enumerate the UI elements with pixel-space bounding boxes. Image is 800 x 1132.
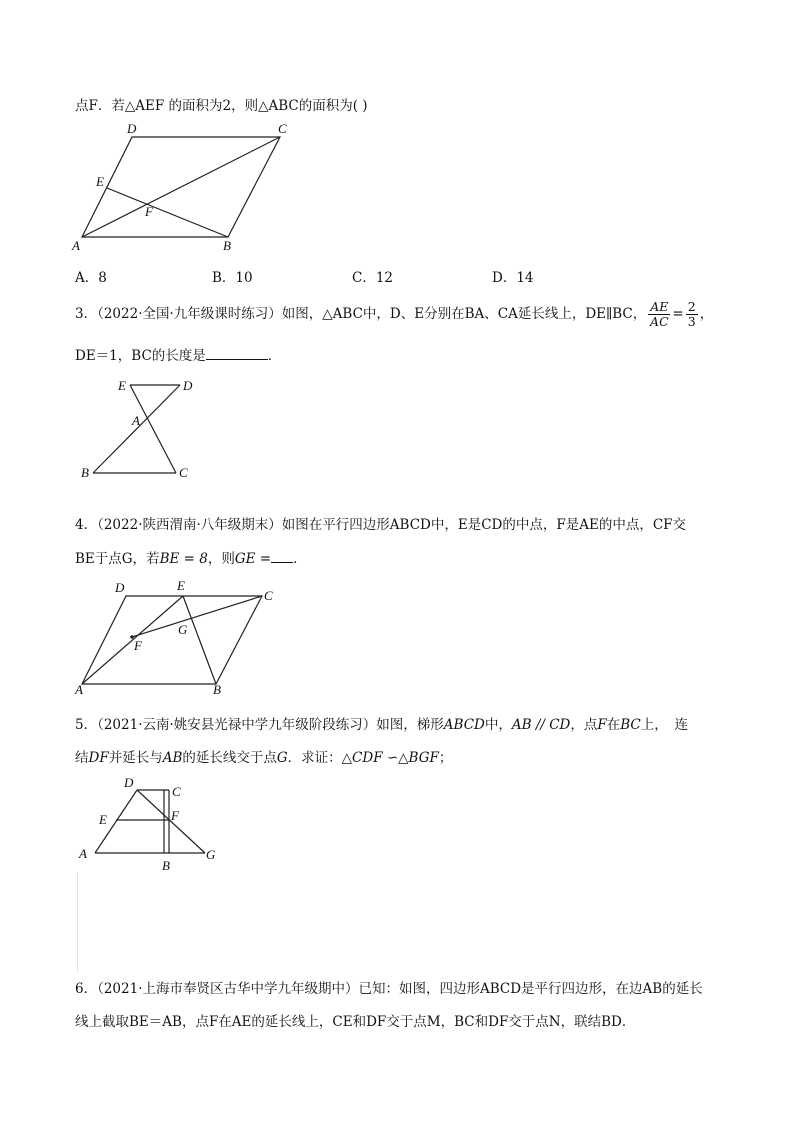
q2-label-A: A xyxy=(72,238,80,253)
q3-line2-prefix: DE＝1，BC的长度是 xyxy=(75,348,206,364)
scan-artifact-line xyxy=(77,872,78,972)
q4-line2-prefix: BE于点G，若 xyxy=(75,551,160,567)
q5-l2-df: DF xyxy=(88,750,109,766)
q5-l1-b: 中， xyxy=(484,717,512,733)
q6-stem-line2: 线上截取BE＝AB，点F在AE的延长线上，CE和DF交于点M，BC和DF交于点N，联结BD． xyxy=(75,1014,636,1030)
q2-option-a[interactable]: A．8 xyxy=(75,270,107,286)
q4-segment-fc xyxy=(132,596,262,637)
q4-ask-ge: GE = xyxy=(234,551,272,567)
q3-stem-line1 xyxy=(75,300,713,329)
q2-option-c[interactable]: C．12 xyxy=(352,270,394,286)
q3-fraction-ae-ac xyxy=(648,300,670,329)
q3-stem-line2 xyxy=(75,347,281,365)
q4-label-E: E xyxy=(177,578,185,593)
q5-l2-i: ； xyxy=(438,750,453,766)
q4-segment-ae xyxy=(82,596,183,684)
q5-l1-bc: BC xyxy=(620,717,641,733)
q5-stem-line2 xyxy=(75,749,452,767)
q4-label-A: A xyxy=(75,682,83,697)
q2-label-C: C xyxy=(278,121,287,136)
q3-equals: = xyxy=(672,306,684,322)
q3-text-prefix: 3．（2022·全国·九年级课时练习）如图，△ABC中，D、E分别在BA、CA延长线上，DE∥BC， xyxy=(75,306,647,322)
q2-parallelogram-figure xyxy=(70,120,310,255)
q3-label-C: C xyxy=(179,465,188,480)
q2-option-d[interactable]: D．14 xyxy=(492,270,534,286)
q5-l2-g: G xyxy=(276,750,288,766)
q5-l1-parallel: AB // CD xyxy=(511,717,571,733)
q3-frac2-numerator: 2 xyxy=(687,299,696,314)
q5-label-G: G xyxy=(206,847,216,862)
q4-given-be: BE = 8 xyxy=(159,551,208,567)
q3-line2-suffix: ． xyxy=(267,348,282,364)
q5-label-E: E xyxy=(99,812,107,827)
q2-stem-line: 点F．若△AEF 的面积为2，则△ABC的面积为( ) xyxy=(75,98,368,114)
q2-option-b[interactable]: B．10 xyxy=(212,270,253,286)
q4-label-C: C xyxy=(264,588,273,603)
q5-label-D: D xyxy=(124,775,134,790)
q5-l2-prove: ．求证： xyxy=(287,750,342,766)
q4-label-G: G xyxy=(178,622,188,637)
q5-label-A: A xyxy=(79,846,87,861)
q3-label-D: D xyxy=(183,378,193,393)
q5-l1-a: 5．（2021·云南·姚安县光禄中学九年级阶段练习）如图，梯形 xyxy=(75,717,444,733)
q3-label-B: B xyxy=(81,465,89,480)
q5-label-F: F xyxy=(171,808,179,823)
q3-label-A: A xyxy=(132,413,140,428)
q4-parallelogram-abcd xyxy=(82,596,262,684)
q5-label-B: B xyxy=(162,858,170,873)
q3-frac2-denominator: 3 xyxy=(687,314,696,329)
q5-trapezoid-figure xyxy=(75,774,235,874)
q5-l1-f: F xyxy=(597,717,607,733)
q6-stem-line1: 6．（2021·上海市奉贤区古华中学九年级期中）已知：如图，四边形ABCD是平行四边形，在边AB的延长 xyxy=(75,981,703,997)
q2-label-E: E xyxy=(96,174,104,189)
q5-l1-abcd: ABCD xyxy=(443,717,485,733)
q3-label-E: E xyxy=(118,378,126,393)
q2-label-D: D xyxy=(127,121,137,136)
q4-segment-eb xyxy=(183,596,216,684)
q4-stem-line1: 4．（2022·陕西渭南·八年级期末）如图在平行四边形ABCD中，E是CD的中点，F是AE的中点，CF交 xyxy=(75,517,687,533)
q2-label-F: F xyxy=(145,204,153,219)
q4-label-D: D xyxy=(115,580,125,595)
q5-stem-line1 xyxy=(75,716,688,734)
q2-segment-eb xyxy=(107,188,228,237)
q5-l1-g: 在 xyxy=(606,717,621,733)
q5-l2-similar: △CDF ∽△BGF xyxy=(341,750,439,766)
q2-diagonal-ac xyxy=(82,137,280,237)
q3-answer-blank[interactable] xyxy=(206,359,268,360)
q5-label-C: C xyxy=(172,784,181,799)
q4-line2-mid: ，则 xyxy=(207,551,235,567)
q5-l2-e: 的延长线交于点 xyxy=(182,750,277,766)
q3-text-suffix: ， xyxy=(699,306,714,322)
q4-parallelogram-figure xyxy=(70,574,290,696)
q2-label-B: B xyxy=(223,238,231,253)
q5-l1-d: ，点 xyxy=(570,717,598,733)
q4-label-B: B xyxy=(213,682,221,697)
q5-l2-a: 结 xyxy=(75,750,89,766)
q3-frac-numerator: AE xyxy=(650,299,669,314)
q4-line2-suffix: ． xyxy=(293,551,307,567)
q4-label-F: F xyxy=(134,638,142,653)
q5-l2-ab: AB xyxy=(162,750,183,766)
q5-l1-h: 上， 连 xyxy=(640,717,689,733)
q3-frac-denominator: AC xyxy=(650,314,669,329)
q4-answer-blank[interactable] xyxy=(271,562,293,563)
q4-stem-line2 xyxy=(75,550,307,568)
q5-l2-c: 并延长与 xyxy=(108,750,163,766)
q3-triangle-figure xyxy=(75,376,215,486)
q3-fraction-2-3 xyxy=(686,300,698,329)
